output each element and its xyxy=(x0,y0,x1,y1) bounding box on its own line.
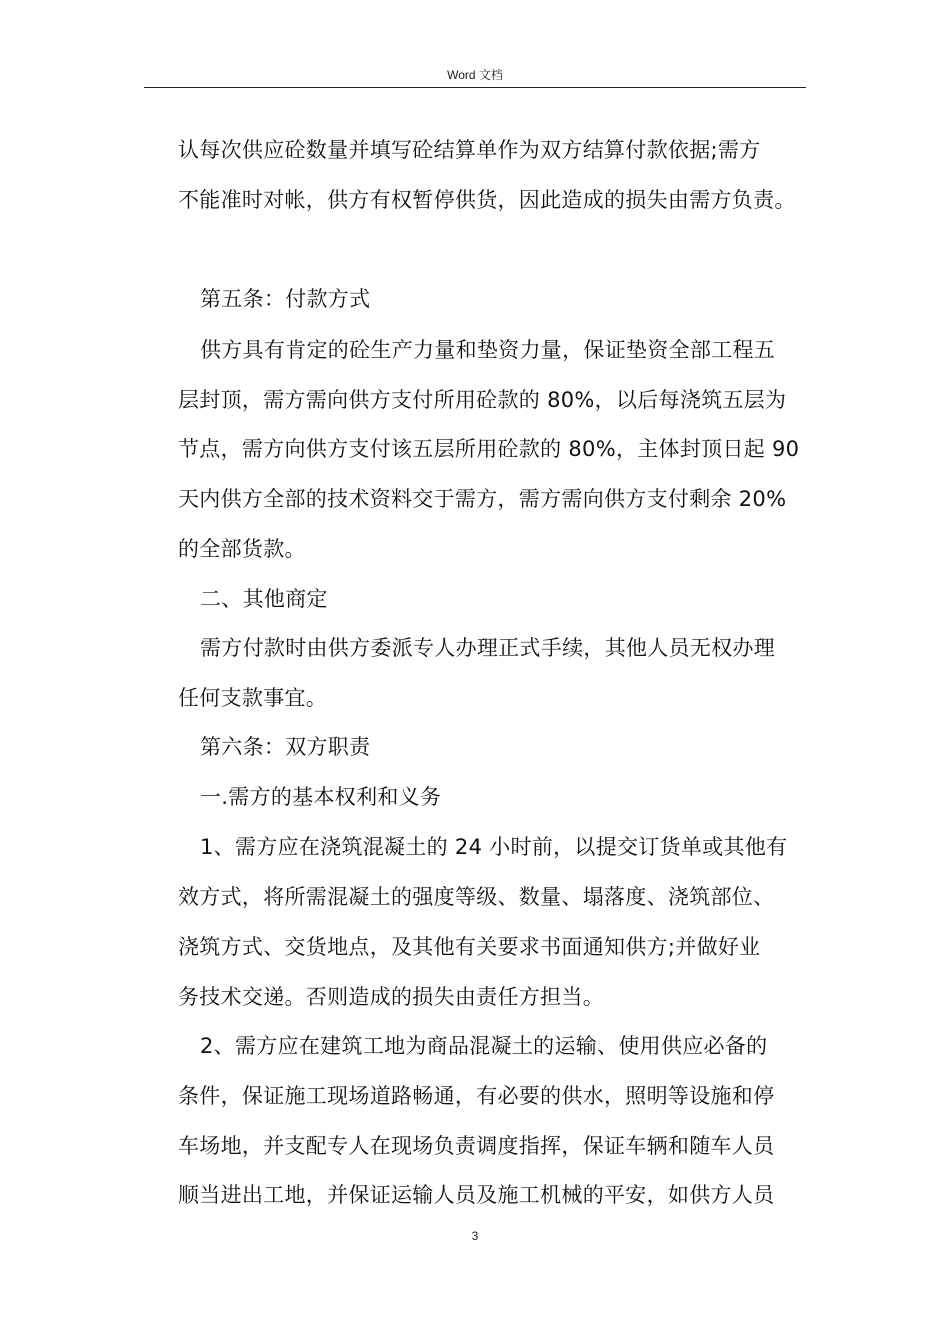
body-line: 1、需方应在浇筑混凝土的 24 小时前，以提交订货单或其他有 xyxy=(200,835,788,859)
body-line: 认每次供应砼数量并填写砼结算单作为双方结算付款依据;需方 xyxy=(178,138,761,162)
body-line: 不能准时对帐，供方有权暂停供货，因此造成的损失由需方负责。 xyxy=(178,188,796,212)
body-line: 顺当进出工地，并保证运输人员及施工机械的平安，如供方人员 xyxy=(178,1183,775,1207)
section-heading: 一.需方的基本权利和义务 xyxy=(200,785,442,809)
body-line: 节点，需方向供方支付该五层所用砼款的 80%，主体封顶日起 90 xyxy=(178,437,800,461)
section-heading: 第六条：双方职责 xyxy=(200,735,371,759)
body-line: 层封顶，需方需向供方支付所用砼款的 80%，以后每浇筑五层为 xyxy=(178,388,787,412)
body-line: 务技术交递。否则造成的损失由责任方担当。 xyxy=(178,985,604,1009)
body-line: 的全部货款。 xyxy=(178,537,306,561)
page-header-title: Word 文档 xyxy=(447,68,503,82)
header-divider xyxy=(144,87,806,88)
body-line: 需方付款时由供方委派专人办理正式手续，其他人员无权办理 xyxy=(200,636,776,660)
body-line: 浇筑方式、交货地点，及其他有关要求书面通知供方;并做好业 xyxy=(178,935,761,959)
body-line: 车场地，并支配专人在现场负责调度指挥，保证车辆和随车人员 xyxy=(178,1134,775,1158)
section-heading: 二、其他商定 xyxy=(200,587,328,611)
body-line: 2、需方应在建筑工地为商品混凝土的运输、使用供应必备的 xyxy=(200,1034,768,1058)
body-line: 供方具有肯定的砼生产力量和垫资力量，保证垫资全部工程五 xyxy=(200,338,776,362)
page-number: 3 xyxy=(471,1229,479,1243)
body-line: 效方式，将所需混凝土的强度等级、数量、塌落度、浇筑部位、 xyxy=(178,885,775,909)
body-line: 天内供方全部的技术资料交于需方，需方需向供方支付剩余 20% xyxy=(178,487,787,511)
section-heading: 第五条：付款方式 xyxy=(200,287,371,311)
body-line: 任何支款事宜。 xyxy=(178,686,328,710)
body-line: 条件，保证施工现场道路畅通，有必要的供水，照明等设施和停 xyxy=(178,1084,775,1108)
